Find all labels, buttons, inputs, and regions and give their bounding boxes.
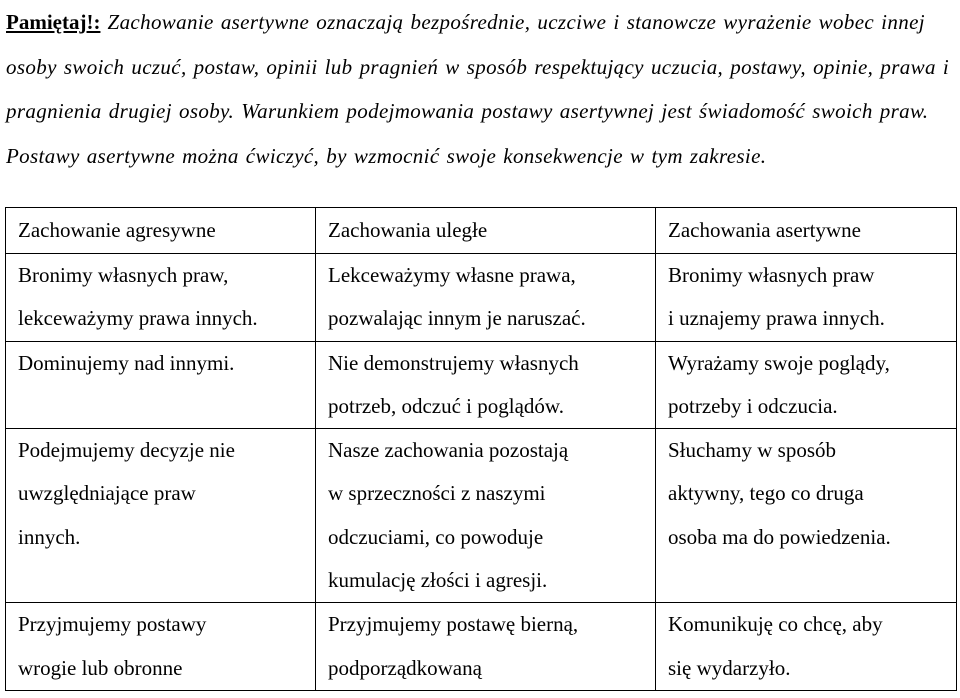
header-submissive: Zachowania uległe — [316, 208, 656, 254]
table-cell — [6, 254, 316, 342]
table-cell — [316, 341, 656, 429]
table-cell — [656, 429, 957, 603]
table-cell — [6, 603, 316, 691]
cell-text: Przyjmujemy postawę bierną, podporządkowaną — [328, 612, 579, 680]
cell-text: Przyjmujemy postawy wrogie lub obronne — [18, 612, 207, 680]
cell-text: Słuchamy w sposób aktywny, tego co druga osoba ma do powiedzenia. — [668, 438, 891, 549]
cell-text: Nie demonstrujemy własnych potrzeb, odczuć i poglądów. — [328, 350, 579, 418]
cell-text: Dominujemy nad innymi. — [18, 350, 235, 375]
table-cell — [316, 603, 656, 691]
table-cell — [316, 429, 656, 603]
cell-text: Komunikuję co chcę, aby się wydarzyło. — [668, 612, 883, 680]
table-cell — [6, 341, 316, 429]
cell-text: Bronimy własnych praw i uznajemy prawa innych. — [668, 263, 885, 331]
table-cell — [656, 341, 957, 429]
behavior-comparison-table — [5, 207, 957, 691]
cell-text: Podejmujemy decyzje nie uwzględniające praw innych. — [18, 438, 235, 549]
cell-text: Wyrażamy swoje poglądy, potrzeby i odczucia. — [668, 350, 890, 418]
table-cell — [6, 429, 316, 603]
table-header-row — [6, 208, 957, 254]
table-cell — [656, 254, 957, 342]
table-row — [6, 429, 957, 603]
header-aggressive: Zachowanie agresywne — [6, 208, 316, 254]
header-assertive: Zachowania asertywne — [656, 208, 957, 254]
table-cell — [316, 254, 656, 342]
table-cell — [656, 603, 957, 691]
intro-lead: Pamiętaj!: — [6, 10, 101, 34]
table-row — [6, 254, 957, 342]
intro-text: Zachowanie asertywne oznaczają bezpośrednie, uczciwe i stanowcze wyrażenie wobec innej osoby swoich uczuć, postaw, opinii lub pragnień w sposób respektujący uczucia, postawy, opinie, prawa i pragnienia drugiej osoby. Warunkiem podejmowania postawy asertywnej jest świadomość swoich praw. Postawy asertywne można ćwiczyć, by wzmocnić swoje konsekwencje w tym zakresie. — [6, 10, 950, 168]
cell-text: Lekceważymy własne prawa, pozwalając innym je naruszać. — [328, 263, 586, 331]
intro-paragraph — [6, 0, 956, 178]
table-row — [6, 603, 957, 691]
cell-text: Nasze zachowania pozostają w sprzeczności z naszymi odczuciami, co powoduje kumulację złości i agresji. — [328, 438, 569, 593]
cell-text: Bronimy własnych praw, lekceważymy prawa innych. — [18, 263, 258, 331]
table-row — [6, 341, 957, 429]
